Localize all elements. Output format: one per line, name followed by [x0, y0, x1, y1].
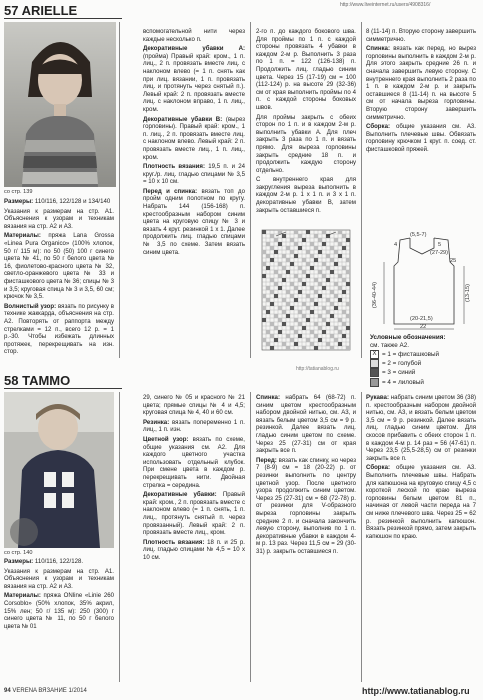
chart-cell: [298, 290, 302, 294]
chart-cell: [266, 266, 270, 270]
chart-cell: [274, 238, 278, 242]
chart-cell: [338, 286, 342, 290]
chart-cell: [318, 238, 322, 242]
chart-cell: [282, 342, 286, 346]
page-number: 94: [4, 688, 11, 694]
column-divider: [250, 392, 251, 682]
chart-cell: [306, 230, 310, 234]
page-footer: [4, 688, 87, 694]
header-rule-57: [4, 18, 122, 19]
chart-cell: [338, 342, 342, 346]
chart-cell: [318, 294, 322, 298]
chart-cell: [298, 334, 302, 338]
chart-cell: [322, 230, 326, 234]
chart-cell: [346, 314, 350, 318]
chart-cell: [338, 298, 342, 302]
chart-cell: [286, 270, 290, 274]
chart-cell: [262, 230, 266, 234]
chart-cell: [282, 310, 286, 314]
chart-cell: [330, 346, 334, 350]
column-divider: [361, 22, 362, 358]
chart-cell: [306, 338, 310, 342]
chart-cell: [346, 258, 350, 262]
legend-title: Условные обозначения:: [370, 334, 446, 341]
dimension-label: 5: [438, 242, 442, 248]
chart-cell: [282, 322, 286, 326]
chart-cell: [270, 302, 274, 306]
chart-cell: [294, 330, 298, 334]
paragraph: Сборка: общие указания см. А3. Выполнить плечевые швы. Обвязать горловину крючком 1 круг. п. соед. ст. фисташковой пряжей.: [366, 123, 476, 153]
chart-cell: [262, 274, 266, 278]
pattern-number: 58: [4, 373, 19, 388]
chart-cell: [278, 286, 282, 290]
paragraph: Материалы: пряжа ONline «Linie 260 Corsoblo» (50% хлопок, 35% акрил, 15% лен; 50 г/ 135 м): 250 (300) г синего цвета № 11, по 50 г белого цвета № 01: [4, 592, 114, 630]
paragraph: Волнистый узор: вязать по рисунку в технике жаккарда, объяснения на стр. A2. Повторять от раппорта между стрелками = 12 п., всего 12 р. = 1 р.-30. Чтобы избежать длинных протяжек, перекрещивать на изн. стор.: [4, 302, 114, 356]
chart-cell: [346, 326, 350, 330]
legend-item: = 2 = голубой: [370, 359, 480, 368]
chart-cell: [342, 234, 346, 238]
pattern-title: ARIELLE: [21, 3, 78, 18]
chart-cell: [310, 242, 314, 246]
paragraph: Плотность вязания: 18 п. и 25 р. лиц. гладью спицами № 4,5 = 10 х 10 см.: [143, 538, 245, 561]
chart-cell: [334, 326, 338, 330]
chart-cell: [266, 330, 270, 334]
paragraph: 2-го п. до каждого бокового шва. Для проймы по 1 п. с каждой стороны провязать 4 убавки в каждом 2-м р. Выполнить 3 раза по 1 п. = 122 (126-138) п. Продолжить лиц. гладью синим цвета. Через 15 (17-19) см = 100 (112-124) р. на высоте 29 (32-36) см от края выполнить проймы по 4 п. с каждой стороны боковых швов.: [256, 28, 356, 111]
chart-cell: [290, 326, 294, 330]
chart-cell: [306, 294, 310, 298]
chart-cell: [294, 286, 298, 290]
chart-cell: [282, 298, 286, 302]
chart-cell: [314, 346, 318, 350]
chart-cell: [334, 250, 338, 254]
photo-caption: со стр. 140: [4, 550, 33, 556]
chart-cell: [278, 274, 282, 278]
chart-cell: [282, 278, 286, 282]
chart-cell: [294, 230, 298, 234]
chart-cell: [338, 254, 342, 258]
chart-cell: [270, 346, 274, 350]
dimension-label: 4: [394, 242, 398, 248]
paragraph: Указания к размерам на стр. A1. Объяснения к узорам и техникам вязания на стр. A2 и A3.: [4, 207, 114, 230]
chart-cell: [334, 306, 338, 310]
chart-cell: [318, 250, 322, 254]
chart-cell: [342, 322, 346, 326]
paragraph: Спинка: набрать 64 (68-72) п. синим цветом крестообразным набором двойной нитью, см. A3, и вязать белым цветом 3,5 см = 9 р. резинкой. Далее вязать лиц. гладью синим цветом по схеме. Через 25 (27-31) см от края закрыть все п.: [256, 394, 356, 455]
chart-cell: [274, 282, 278, 286]
instructions-column-2: [143, 28, 245, 358]
chart-cell: [338, 274, 342, 278]
chart-cell: [294, 298, 298, 302]
chart-cell: [286, 314, 290, 318]
paragraph: С внутреннего края для закругления выреза выполнить в каждом 2-м р. 1 х 1 п. и 3 х 1 п. декоративные убавки B, затем закрыть оставшиеся п.: [256, 176, 356, 214]
chart-cell: [322, 330, 326, 334]
lilac-swatch: [370, 378, 379, 387]
paragraph: Рукава: набрать синим цветом 36 (38) п. крестообразным набором двойной нитью, см. A3, и вязать белым цветом 3,5 см = 9 р. резинкой. Далее вязать лиц. гладью синим цветом. Для скосов прибавить с обеих сторон 1 п. в каждом 4-м р. 14 раз = 56 (47-61) п. Через 23,5 (25,5-28,5) см от резинки закрыть все п.: [366, 394, 476, 462]
column-divider: [361, 392, 362, 682]
chart-cell: [330, 270, 334, 274]
dimension-label: (5,5-7): [410, 232, 427, 238]
paragraph: Декоративные убавки B: (вырез горловины). Правый край: кром., 1 п. лиц., 2 п. провязать вместе лиц. с наклоном влево. Левый край: 2 п. провязать вместе лиц., 1 п. лиц., кром.: [143, 115, 245, 161]
chart-cell: [262, 306, 266, 310]
paragraph: Цветной узор: вязать по схеме, общие указания см. A2. Для каждого цветного участка использовать отдельный клубок. При смене цвета в каждом р. перекрещивать нити. Двойная стрелка = середина.: [143, 435, 245, 489]
chart-cell: [266, 342, 270, 346]
chart-cell: [326, 254, 330, 258]
dimension-label: 25: [450, 258, 457, 264]
chart-cell: [314, 278, 318, 282]
watermark-url: http://tatianablog.ru: [296, 366, 339, 372]
chart-cell: [286, 246, 290, 250]
column-divider: [250, 22, 251, 358]
chart-cell: [270, 258, 274, 262]
chart-cell: [278, 330, 282, 334]
chart-cell: [314, 334, 318, 338]
chart-cell: [310, 330, 314, 334]
chart-cell: [278, 262, 282, 266]
chart-cell: [286, 258, 290, 262]
instructions-column-1: [4, 198, 114, 358]
chart-cell: [334, 294, 338, 298]
chart-cell: [322, 286, 326, 290]
chart-cell: [342, 246, 346, 250]
paragraph: 29, синего № 05 и красного № 21 цвета; прямые спицы № 4 и 4,5; круговая спица № 4, 40 и 60 см.: [143, 394, 245, 417]
paragraph: Сборка: общие указания см. A3. Выполнить плечевые швы. Набрать для капюшона на круговую спицу 4,5 с короткой леской по краю выреза горловины белым цветом 81 п., начиная от левой части переда на 7 см ниже плечевого шва. Через 25 = 62 р. резинкой выполнить капюшон. Вязать резинкой прямо, затем закрыть капюшон по краю.: [366, 464, 476, 540]
watermark-url: http://www.liveinternet.ru/users/4908316/: [340, 2, 431, 8]
chart-cell: [346, 270, 350, 274]
chart-cell: [334, 262, 338, 266]
column-divider: [119, 22, 120, 358]
legend-item: X = 1 = фисташковый: [370, 350, 480, 359]
paragraph: 8 (11-14) п. Вторую сторону завершить симметрично.: [366, 28, 476, 43]
magazine-name: VERENA ВЯЗАНИЕ 1/2014: [12, 688, 87, 694]
chart-cell: [298, 278, 302, 282]
chart-cell: [330, 246, 334, 250]
chart-cell: [262, 262, 266, 266]
dimension-label: (27-29): [430, 250, 449, 256]
chart-cell: [294, 342, 298, 346]
garment-schematic: [370, 232, 478, 332]
paragraph: Размеры: 110/116, 122/128 и 134/140: [4, 198, 111, 205]
chart-cell: [282, 234, 286, 238]
chart-cell: [322, 274, 326, 278]
chart-cell: [322, 306, 326, 310]
chart-cell: [346, 346, 350, 350]
chart-cell: [326, 266, 330, 270]
chart-cell: [290, 250, 294, 254]
chart-cell: [314, 302, 318, 306]
chart-cell: [286, 290, 290, 294]
chart-cell: [326, 310, 330, 314]
chart-cell: [302, 346, 306, 350]
chart-cell: [334, 238, 338, 242]
chart-cell: [330, 258, 334, 262]
pattern-title: TAMMO: [22, 373, 71, 388]
paragraph: Перед и спинка: вязать топ до пройм одним полотном по кругу. Набрать 144 (156-168) п. крестообразным набором синим цвета на круговую спицу № 3 и вязать 4 круг. резинкой 1 х 1. Далее продолжить лиц. гладью спицами № 3,5 по схеме. Затем вязать синим цвета.: [143, 187, 245, 256]
chart-cell: [310, 310, 314, 314]
chart-cell: [270, 322, 274, 326]
chart-cell: [314, 322, 318, 326]
paragraph: Резинка: вязать попеременно 1 п. лиц., 1 п. изн.: [143, 418, 245, 434]
pattern-header-58: [4, 373, 70, 388]
chart-cell: [338, 230, 342, 234]
chart-cell: [294, 242, 298, 246]
chart-cell: [298, 266, 302, 270]
chart-cell: [270, 246, 274, 250]
chart-cell: [298, 246, 302, 250]
chart-cell: [330, 334, 334, 338]
chart-cell: [290, 282, 294, 286]
chart-cell: [318, 282, 322, 286]
chart-cell: [278, 318, 282, 322]
dimension-label: 22: [420, 324, 427, 330]
chart-cell: [314, 290, 318, 294]
chart-cell: [270, 290, 274, 294]
paragraph: Плотность вязания: 19,5 п. и 24 круг./р. лиц. гладью спицами № 3,5 = 10 х 10 см.: [143, 163, 245, 186]
paragraph: Декоративные убавки: Правый край: кром., 2 п. провязать вместе с наклоном влево (= 1 п. снять, 1 п. лиц., протянуть снятый п. через провязанный). Левый край: 2 п. провязать вместе лиц., кром.: [143, 491, 245, 537]
chart-cell: [338, 318, 342, 322]
chart-cell: [274, 250, 278, 254]
chart-cell: [266, 286, 270, 290]
header-rule-58: [4, 388, 122, 389]
chart-cell: [342, 266, 346, 270]
chart-cell: [274, 314, 278, 318]
pattern-number: 57: [4, 3, 19, 18]
chart-cell: [266, 298, 270, 302]
chart-cell: [338, 242, 342, 246]
chart-cell: [342, 290, 346, 294]
paragraph: вспомогательной нити через каждые несколько п.: [143, 28, 245, 43]
chart-cell: [302, 326, 306, 330]
chart-cell: [278, 306, 282, 310]
chart-cell: [314, 234, 318, 238]
chart-cell: [310, 286, 314, 290]
chart-cell: [290, 238, 294, 242]
chart-cell: [290, 294, 294, 298]
photo-boy-sweater: [4, 392, 114, 548]
chart-cell: [330, 314, 334, 318]
legend-item: = 4 = лиловый: [370, 378, 480, 387]
chart-cell: [286, 334, 290, 338]
chart-cell: [262, 318, 266, 322]
column-divider: [119, 392, 120, 682]
chart-cell: [302, 238, 306, 242]
chart-cell: [302, 314, 306, 318]
watermark-url: http://www.tatianablog.ru: [362, 686, 470, 696]
chart-cell: [274, 338, 278, 342]
chart-cell: [298, 310, 302, 314]
paragraph: Размеры: 110/116, 122/128.: [4, 558, 84, 565]
chart-cell: [322, 318, 326, 322]
chart-cell: [270, 334, 274, 338]
instructions-column-3: [256, 394, 356, 682]
dimension-label: (36-40-44): [372, 282, 378, 309]
chart-cell: [286, 346, 290, 350]
chart-cell: [326, 342, 330, 346]
chart-cell: [314, 258, 318, 262]
chart-cell: [282, 266, 286, 270]
chart-cell: [274, 270, 278, 274]
chart-cell: [342, 334, 346, 338]
chart-cell: [326, 322, 330, 326]
chart-cell: [286, 302, 290, 306]
chart-cell: [262, 294, 266, 298]
chart-cell: [306, 306, 310, 310]
blue-swatch: [370, 368, 379, 377]
chart-cell: [306, 262, 310, 266]
chart-cell: [294, 318, 298, 322]
chart-cell: [310, 342, 314, 346]
chart-cell: [290, 306, 294, 310]
chart-cell: [314, 246, 318, 250]
symbol-legend: [370, 334, 480, 387]
chart-cell: [266, 254, 270, 258]
chart-cell: [342, 310, 346, 314]
chart-cell: [306, 318, 310, 322]
chart-cell: [338, 330, 342, 334]
legend-item: = 3 = синий: [370, 368, 480, 377]
dimension-label: (13-15): [465, 284, 471, 303]
paragraph: Материалы: пряжа Lana Grossa «Linea Pura Organico» (100% хлопок, 50 г/ 115 м): по 50 (50) 100 г синего цвета № 41, по 50 г белого цвета № 16, фиолетово-красного цвета № 32, светло-оранжевого цвета № 33 и фисташкового цвета № 36; спицы № 3 и 3,5; круговая спица № 3 и 3,5, 60 см; крючок № 3,5.: [4, 232, 114, 301]
chart-cell: [262, 250, 266, 254]
chart-cell: [306, 274, 310, 278]
chart-cell: [334, 282, 338, 286]
paragraph: Декоративные убавки A: (пройма) Правый край: кром., 1 п. лиц., 2 п. провязать вместе лиц. с наклоном влево (= 1 п. снять как при лиц. вязании, 1 п. провязать лиц. и протянуть через снятый п.). Левый край: 2 п. провязать вместе лиц. с наклоном вправо, 1 п. лиц., кром.: [143, 45, 245, 113]
chart-cell: [274, 294, 278, 298]
chart-cell: [302, 302, 306, 306]
legend-subtitle: см. также А2.: [370, 342, 409, 349]
chart-grid-svg: [256, 226, 356, 354]
dimension-label: (20-21,5): [410, 316, 433, 322]
chart-cell: [282, 254, 286, 258]
chart-cell: [346, 302, 350, 306]
chart-cell: [262, 338, 266, 342]
chart-cell: [334, 338, 338, 342]
instructions-column-2: [143, 394, 245, 682]
chart-cell: [330, 302, 334, 306]
chart-cell: [274, 326, 278, 330]
chart-cell: [266, 242, 270, 246]
chart-cell: [342, 278, 346, 282]
chart-cell: [302, 282, 306, 286]
chart-cell: [294, 274, 298, 278]
paragraph: Спинка: вязать как перед, но вырез горловины выполнить в каждом 2-м р. Для этого закрыть средние 26 п. и сначала завершить левую сторону. С внутреннего края выполнить 2 раза по 1 п. в каждом 2-м р. и закрыть оставшиеся 8 (11-14) п. на высоте 5 см от начала выреза горловины. Вторую сторону завершить симметрично.: [366, 45, 476, 121]
chart-cell: [270, 234, 274, 238]
instructions-column-3: [256, 28, 356, 223]
knitting-chart: [256, 226, 356, 354]
chart-cell: [278, 230, 282, 234]
pistachio-swatch: X: [370, 350, 379, 359]
photo-caption: со стр. 139: [4, 189, 33, 195]
chart-cell: [318, 270, 322, 274]
chart-cell: [326, 278, 330, 282]
chart-cell: [298, 234, 302, 238]
chart-cell: [278, 242, 282, 246]
chart-cell: [318, 326, 322, 330]
chart-cell: [322, 242, 326, 246]
chart-cell: [290, 262, 294, 266]
chart-cell: [266, 310, 270, 314]
paragraph: Перед: вязать как спинку, но через 7 (8-9) см = 18 (20-22) р. от резинки выполнить по центру цветной узор. После цветного узора продолжить синим цветом. Через 25 (27-31) см = 68 (72-78) р. от резинки для V-образного выреза горловины закрыть средние 2 п. и сначала закончить левую сторону, выполнив по 1 п. декоративные убавки в каждом 4-м р. 13 раз. Через 11,5 см = 29 (30-31) р. закрыть оставшиеся п.: [256, 456, 356, 555]
pattern-header-57: [4, 3, 77, 18]
chart-cell: [302, 258, 306, 262]
chart-cell: [294, 254, 298, 258]
instructions-column-1: [4, 558, 114, 682]
chart-cell: [270, 278, 274, 282]
chart-cell: [310, 254, 314, 258]
chart-cell: [298, 322, 302, 326]
chart-cell: [346, 238, 350, 242]
chart-cell: [310, 266, 314, 270]
instructions-column-4: [366, 28, 476, 233]
photo-girl-top: [4, 22, 116, 187]
chart-cell: [290, 338, 294, 342]
chart-cell: [306, 250, 310, 254]
chart-cell: [310, 298, 314, 302]
paragraph: Для проймы закрыть с обеих сторон по 1 п. и в каждом 2-м р. выполнить убавки А. Для плеч закрыть 3 раза по 1 п. и вязать прямо. Для выреза горловины закрыть средние 18 п. и продолжить каждую сторону отдельно.: [256, 113, 356, 174]
light-blue-swatch: [370, 359, 379, 368]
chart-cell: [322, 262, 326, 266]
chart-cell: [302, 270, 306, 274]
chart-cell: [318, 338, 322, 342]
chart-cell: [326, 298, 330, 302]
instructions-column-4: [366, 394, 476, 682]
chart-cell: [330, 290, 334, 294]
paragraph: Указания к размерам на стр. A1. Объяснения к узорам и техникам вязания на стр. A2 и A3.: [4, 567, 114, 590]
chart-cell: [346, 282, 350, 286]
chart-cell: [318, 314, 322, 318]
